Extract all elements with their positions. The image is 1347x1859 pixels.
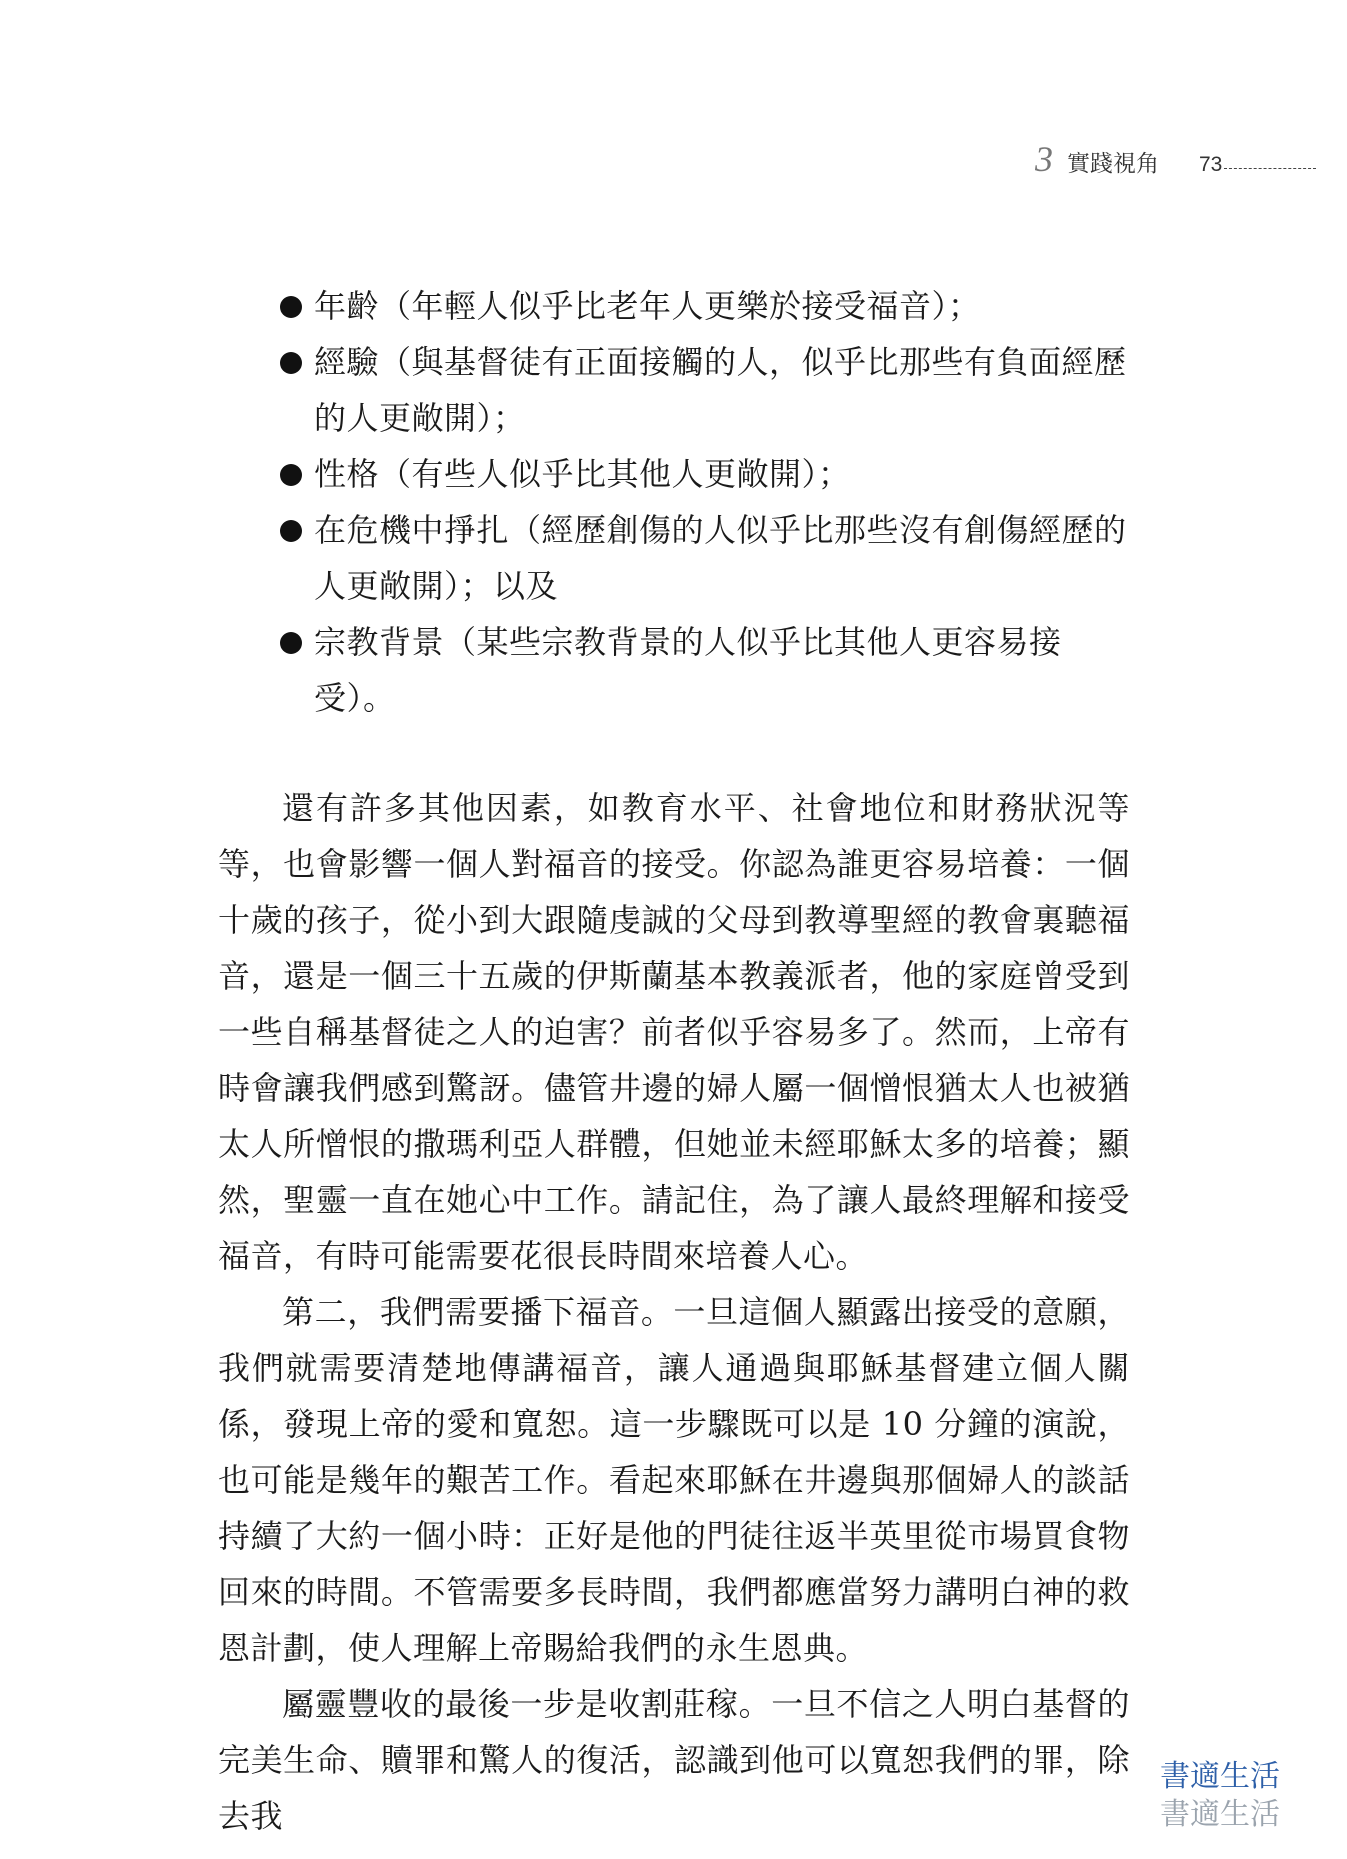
paragraph-sowing: 第二，我們需要播下福音。一旦這個人顯露出接受的意願，我們就需要清楚地傳講福音，讓人通過與耶穌基督建立個人關係，發現上帝的愛和寬恕。這一步驟既可以是 10 分鐘的演說，也可能是幾年的艱苦工作。看起來耶穌在井邊與那個婦人的談話持續了大約一個小時：正好是他的門徒往返半英里從市場買食物回來的時間。不管需要多長時間，我們都應當努力講明白神的救恩計劃，使人理解上帝賜給我們的永生恩典。 [218, 1293, 1130, 1667]
bullet-text: 宗教背景（某些宗教背景的人似乎比其他人更容易接受）。 [314, 623, 1062, 717]
bullet-list [218, 278, 1130, 726]
chapter-title: 實踐視角 [1067, 151, 1159, 177]
bullet-item-crisis [280, 502, 1130, 614]
bullet-text: 經驗（與基督徒有正面接觸的人，似乎比那些有負面經歷的人更敞開）； [314, 343, 1127, 437]
bullet-dot-icon [280, 520, 302, 542]
paragraph-harvest: 屬靈豐收的最後一步是收割莊稼。一旦不信之人明白基督的完美生命、贖罪和驚人的復活，認識到他可以寬恕我們的罪，除去我 [218, 1685, 1130, 1835]
bullet-dot-icon [280, 632, 302, 654]
bullet-item-age [280, 278, 1130, 334]
bullet-dot-icon [280, 296, 302, 318]
page-number: 73 [1199, 153, 1223, 176]
running-header [1035, 138, 1316, 180]
header-dashed-rule [1224, 168, 1316, 169]
chapter-number: 3 [1035, 139, 1053, 179]
bullet-text: 性格（有些人似乎比其他人更敞開）； [314, 455, 851, 493]
watermark-line-1: 書適生活 [1160, 1759, 1280, 1794]
publisher-watermark [1160, 1758, 1280, 1834]
paragraph-other-factors: 還有許多其他因素，如教育水平、社會地位和財務狀況等等，也會影響一個人對福音的接受。你認為誰更容易培養：一個十歲的孩子，從小到大跟隨虔誠的父母到教導聖經的教會裏聽福音，還是一個三十五歲的伊斯蘭基本教義派者，他的家庭曾受到一些自稱基督徒之人的迫害？前者似乎容易多了。然而，上帝有時會讓我們感到驚訝。儘管井邊的婦人屬一個憎恨猶太人也被猶太人所憎恨的撒瑪利亞人群體，但她並未經耶穌太多的培養；顯然，聖靈一直在她心中工作。請記住，為了讓人最終理解和接受福音，有時可能需要花很長時間來培養人心。 [218, 789, 1130, 1275]
body-text [218, 278, 1130, 1844]
bullet-dot-icon [280, 464, 302, 486]
bullet-dot-icon [280, 352, 302, 374]
bullet-text: 年齡（年輕人似乎比老年人更樂於接受福音）； [314, 287, 981, 325]
bullet-item-experience [280, 334, 1130, 446]
bullet-item-personality [280, 446, 1130, 502]
bullet-text: 在危機中掙扎（經歷創傷的人似乎比那些沒有創傷經歷的人更敞開）；以及 [314, 511, 1127, 605]
watermark-line-2: 書適生活 [1160, 1797, 1280, 1832]
bullet-item-religious-background [280, 614, 1130, 726]
